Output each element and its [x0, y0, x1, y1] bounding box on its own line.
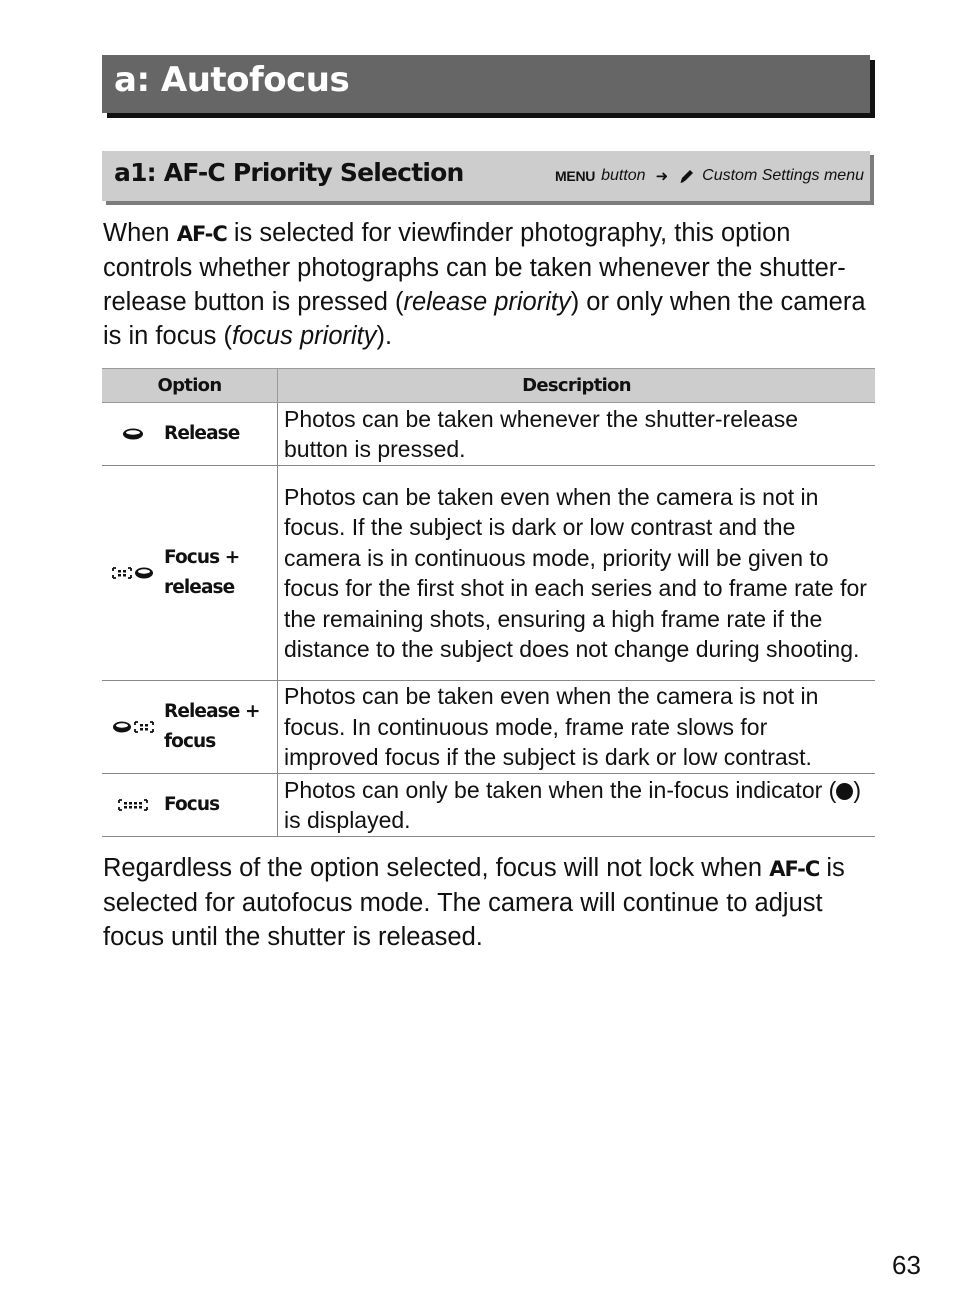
af-c-mode-label: AF-C	[769, 857, 820, 881]
table-row	[102, 466, 875, 681]
option-label: Release + focus	[164, 701, 260, 752]
option-cell	[102, 681, 278, 774]
description-cell: Photos can be taken whenever the shutter-release button is pressed.	[278, 403, 876, 466]
custom-settings-menu-label: Custom Settings menu	[702, 167, 864, 184]
in-focus-dot-icon	[836, 783, 853, 800]
options-table	[102, 368, 875, 837]
arrow-icon: ➜	[655, 167, 669, 185]
menu-button-label: button	[601, 167, 646, 184]
option-cell	[102, 403, 278, 466]
release-priority-term: release priority	[403, 288, 571, 316]
table-row	[102, 681, 875, 774]
focus-icon	[102, 797, 164, 813]
option-cell	[102, 466, 278, 681]
outro-paragraph	[103, 851, 873, 954]
description-cell: Photos can be taken even when the camera is not in focus. In continuous mode, frame rate slows for improved focus if the subject is dark or low contrast.	[278, 681, 876, 774]
subsection-header	[102, 151, 870, 201]
table-header-row	[102, 369, 875, 403]
option-label: Focus	[164, 794, 220, 815]
focus-release-icon	[102, 565, 164, 581]
pencil-icon	[678, 167, 696, 185]
release-focus-icon	[102, 719, 164, 735]
table-row	[102, 403, 875, 466]
af-c-mode-label: AF-C	[176, 222, 227, 246]
section-title: a: Autofocus	[114, 60, 350, 100]
subsection-title: a1: AF-C Priority Selection	[114, 158, 464, 187]
option-cell	[102, 774, 278, 837]
intro-text-1: When	[103, 219, 177, 247]
option-label: Focus + release	[164, 547, 240, 598]
intro-text-2: is selected for viewfinder photography, this option controls whether photographs can be taken whenever the shutter-release button is pressed (	[103, 219, 846, 316]
outro-text-2: is selected for autofocus mode. The camera will continue to adjust focus until the shutter is released.	[103, 854, 845, 951]
page-number: 63	[892, 1250, 921, 1280]
focus-priority-term: focus priority	[231, 322, 377, 350]
menu-path	[555, 167, 864, 185]
description-column-header: Description	[278, 369, 876, 403]
table-row	[102, 774, 875, 837]
outro-text-1: Regardless of the option selected, focus will not lock when	[103, 854, 770, 882]
intro-text-3: ) or only when the camera is in focus (	[103, 288, 866, 350]
description-cell: Photos can only be taken when the in-focus indicator ( ) is displayed.	[278, 774, 876, 837]
section-header	[102, 55, 870, 113]
intro-text-4: ).	[376, 322, 393, 350]
intro-paragraph	[103, 216, 883, 353]
menu-key-label: MENU	[555, 168, 596, 184]
option-label: Release	[164, 423, 240, 444]
release-icon	[102, 427, 164, 441]
option-column-header: Option	[102, 369, 278, 403]
description-cell: Photos can be taken even when the camera is not in focus. If the subject is dark or low contrast and the camera is in continuous mode, priority will be given to focus for the first shot in each series and to frame rate for the remaining shots, ensuring a high frame rate if the distance to the subject does not change during shooting.	[278, 466, 876, 681]
